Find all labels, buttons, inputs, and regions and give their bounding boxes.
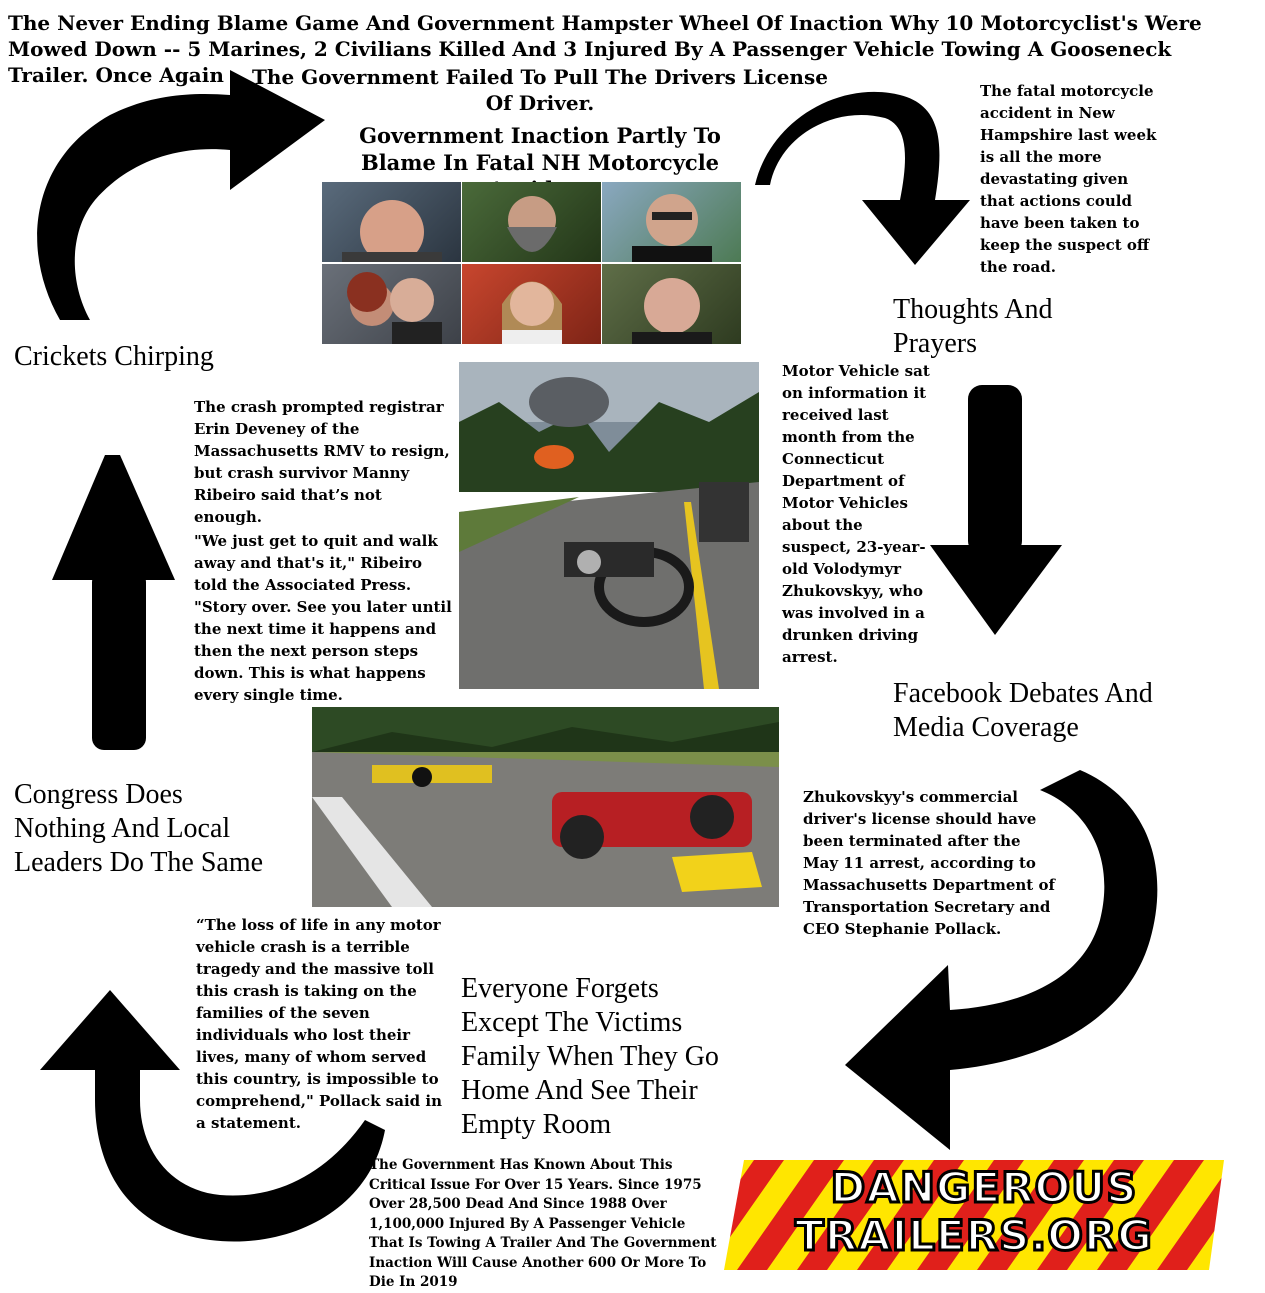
dangerous-trailers-logo (724, 1160, 1224, 1270)
page-subtitle: Government Inaction Partly To Blame In Fatal NH Motorcycle (359, 123, 721, 175)
victims-photo-grid (322, 182, 740, 345)
logo-line-dangerous: DANGEROUS (830, 1163, 1138, 1212)
paragraph-license-termination: Zhukovskyy's commercial driver's license should have been terminated after the May 11 arrest, according to Massachusetts Department of Transportation Secretary and CEO Stephanie Pollack. (803, 788, 1055, 938)
victim-photo-2 (462, 182, 601, 262)
stage-facebook-debates: Facebook Debates And Media Coverage (893, 678, 1153, 743)
stage-crickets-chirping: Crickets Chirping (14, 341, 214, 372)
paragraph-fatal-accident: The fatal motorcycle accident in New Hampshire last week is all the more devastating given that actions could have been taken to keep the suspect off the road. (980, 82, 1157, 276)
paragraph-motor-vehicle: Motor Vehicle sat on information it received last month from the Connecticut Department of Motor Vehicles about the suspect, 23-year-old Volodymyr Zhukovskyy, who was involved in a drunken driving arrest. (782, 362, 930, 666)
victim-photo-6 (602, 264, 741, 344)
crash-scene-photo-1 (459, 362, 759, 689)
victim-photo-3 (602, 182, 741, 262)
paragraph-ribeiro-quote: "We just get to quit and walk away and that's it," Ribeiro told the Associated Press. "Story over. See you later until the next time it happens and then the next person steps down. This is what happens every single time. (194, 532, 452, 704)
paragraph-footer-statistics: The Government Has Known About This Critical Issue For Over 15 Years. Since 1975 Over 28,500 Dead And Since 1988 Over 1,100,000 Injured By A Passenger Vehicle That Is Towing A Trailer And The Government Inaction Will Cause Another 600 Or More To Die In 2019 (369, 1157, 717, 1290)
paragraph-pollack-quote: “The loss of life in any motor vehicle crash is a terrible tragedy and the massive toll this crash is taking on the families of the seven individuals who lost their lives, many of whom served this country, is impossible to comprehend," Pollack said in a statement. (196, 916, 442, 1132)
victim-photo-1 (322, 182, 461, 262)
crash-scene-photo-2 (312, 707, 779, 907)
victim-photo-4 (322, 264, 461, 344)
logo-line-trailers-org: TRAILERS.ORG (795, 1211, 1153, 1260)
stage-everyone-forgets: Everyone Forgets Except The Victims Family When They Go Home And See Their Empty Room (461, 973, 719, 1140)
stage-congress-does-nothing: Congress Does Nothing And Local Leaders Do The Same (14, 779, 264, 878)
page-title-continued: The Government Failed To Pull The Drivers License Of Driver. (252, 65, 828, 115)
paragraph-registrar-resign: The crash prompted registrar Erin Deveney of the Massachusetts RMV to resign, but crash survivor Manny Ribeiro said that’s not enough. (194, 398, 450, 526)
top-right-curved-arrow-icon (755, 92, 970, 265)
stage-thoughts-and-prayers: Thoughts And Prayers (893, 294, 1053, 359)
right-down-arrow-icon (930, 385, 1062, 635)
top-left-curved-arrow-icon (37, 70, 325, 320)
left-up-arrow-icon (52, 455, 175, 750)
page-title: The Never Ending Blame Game And Government Hampster Wheel Of Inaction Why 10 Motorcyclist's Were Mowed Down -- 5 Marines, 2 Civilians Killed And 3 Injured By A Passenger Vehicle Towing A Gooseneck Trailer. Once Again (8, 11, 1202, 87)
victim-photo-5 (462, 264, 601, 344)
